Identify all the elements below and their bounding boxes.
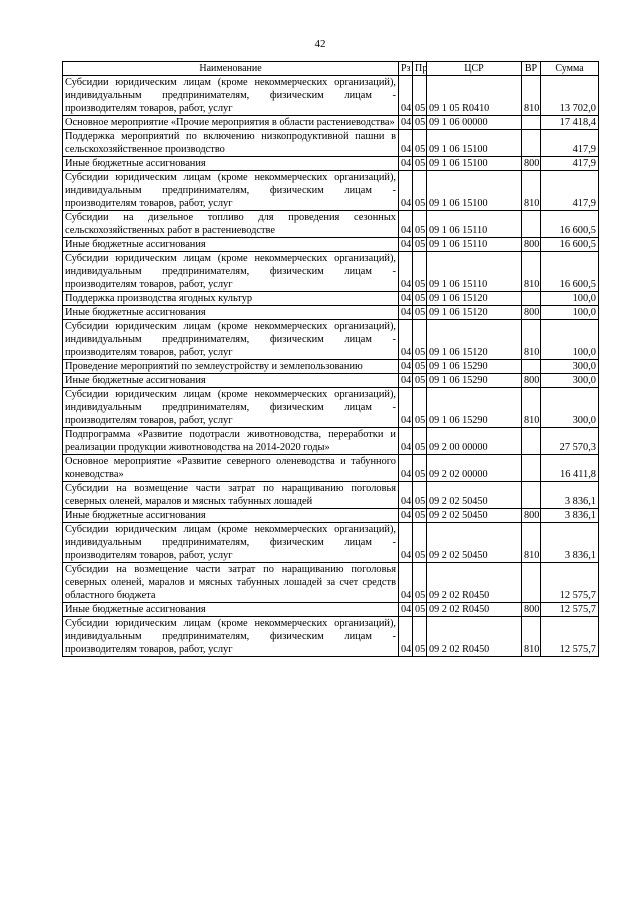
table-row xyxy=(63,320,599,360)
row-name-cell: Субсидии юридическим лицам (кроме некоммерческих организаций), индивидуальным предпринимателям, физическим лицам - производителям товаров, работ, услуг xyxy=(63,76,399,116)
row-sum-cell: 16 600,5 xyxy=(541,211,599,238)
row-pr-cell: 05 xyxy=(413,116,427,130)
row-rz-cell: 04 xyxy=(399,238,413,252)
table-body xyxy=(63,76,599,657)
header-csr: ЦСР xyxy=(427,62,522,76)
row-vr-cell xyxy=(522,360,541,374)
row-pr-cell: 05 xyxy=(413,360,427,374)
row-vr-cell: 800 xyxy=(522,238,541,252)
row-pr-cell: 05 xyxy=(413,388,427,428)
row-sum-cell: 3 836,1 xyxy=(541,509,599,523)
row-name-cell: Подпрограмма «Развитие подотрасли животноводства, переработки и реализации продукции животноводства на 2014-2020 годы» xyxy=(63,428,399,455)
row-sum-cell: 417,9 xyxy=(541,130,599,157)
row-name-cell: Субсидии юридическим лицам (кроме некоммерческих организаций), индивидуальным предпринимателям, физическим лицам - производителям товаров, работ, услуг xyxy=(63,252,399,292)
row-rz-cell: 04 xyxy=(399,76,413,116)
row-csr-cell: 09 2 02 50450 xyxy=(427,482,522,509)
row-csr-cell: 09 1 06 15100 xyxy=(427,130,522,157)
table-row xyxy=(63,360,599,374)
table-row xyxy=(63,171,599,211)
row-pr-cell: 05 xyxy=(413,563,427,603)
row-rz-cell: 04 xyxy=(399,320,413,360)
row-vr-cell xyxy=(522,563,541,603)
table-row xyxy=(63,563,599,603)
row-vr-cell xyxy=(522,428,541,455)
row-name-cell: Субсидии на дизельное топливо для проведения сезонных сельскохозяйственных работ в растениеводстве xyxy=(63,211,399,238)
row-sum-cell: 300,0 xyxy=(541,388,599,428)
row-rz-cell: 04 xyxy=(399,116,413,130)
table-row xyxy=(63,482,599,509)
row-sum-cell: 3 836,1 xyxy=(541,523,599,563)
row-name-cell: Основное мероприятие «Прочие мероприятия в области растениеводства» xyxy=(63,116,399,130)
table-row xyxy=(63,388,599,428)
row-vr-cell xyxy=(522,130,541,157)
row-sum-cell: 417,9 xyxy=(541,157,599,171)
table-row xyxy=(63,157,599,171)
row-sum-cell: 100,0 xyxy=(541,306,599,320)
row-name-cell: Субсидии юридическим лицам (кроме некоммерческих организаций), индивидуальным предпринимателям, физическим лицам - производителям товаров, работ, услуг xyxy=(63,171,399,211)
table-row xyxy=(63,523,599,563)
row-sum-cell: 300,0 xyxy=(541,374,599,388)
row-sum-cell: 16 600,5 xyxy=(541,238,599,252)
row-csr-cell: 09 2 02 50450 xyxy=(427,523,522,563)
row-pr-cell: 05 xyxy=(413,306,427,320)
row-rz-cell: 04 xyxy=(399,292,413,306)
row-rz-cell: 04 xyxy=(399,482,413,509)
row-sum-cell: 100,0 xyxy=(541,292,599,306)
table-row xyxy=(63,374,599,388)
row-pr-cell: 05 xyxy=(413,428,427,455)
row-vr-cell xyxy=(522,292,541,306)
row-pr-cell: 05 xyxy=(413,76,427,116)
row-csr-cell: 09 1 06 00000 xyxy=(427,116,522,130)
row-vr-cell: 800 xyxy=(522,374,541,388)
table-row xyxy=(63,238,599,252)
table-row xyxy=(63,617,599,657)
row-sum-cell: 12 575,7 xyxy=(541,603,599,617)
row-rz-cell: 04 xyxy=(399,157,413,171)
row-rz-cell: 04 xyxy=(399,171,413,211)
row-name-cell: Субсидии юридическим лицам (кроме некоммерческих организаций), индивидуальным предпринимателям, физическим лицам - производителям товаров, работ, услуг xyxy=(63,320,399,360)
row-sum-cell: 27 570,3 xyxy=(541,428,599,455)
row-name-cell: Субсидии юридическим лицам (кроме некоммерческих организаций), индивидуальным предпринимателям, физическим лицам - производителям товаров, работ, услуг xyxy=(63,388,399,428)
row-vr-cell xyxy=(522,211,541,238)
row-pr-cell: 05 xyxy=(413,482,427,509)
row-rz-cell: 04 xyxy=(399,428,413,455)
row-name-cell: Иные бюджетные ассигнования xyxy=(63,374,399,388)
row-sum-cell: 12 575,7 xyxy=(541,617,599,657)
table-row xyxy=(63,292,599,306)
row-pr-cell: 05 xyxy=(413,509,427,523)
row-pr-cell: 05 xyxy=(413,292,427,306)
row-sum-cell: 300,0 xyxy=(541,360,599,374)
row-sum-cell: 17 418,4 xyxy=(541,116,599,130)
row-vr-cell xyxy=(522,455,541,482)
row-name-cell: Субсидии юридическим лицам (кроме некоммерческих организаций), индивидуальным предпринимателям, физическим лицам - производителям товаров, работ, услуг xyxy=(63,617,399,657)
row-vr-cell: 800 xyxy=(522,603,541,617)
row-pr-cell: 05 xyxy=(413,252,427,292)
row-rz-cell: 04 xyxy=(399,211,413,238)
row-vr-cell: 810 xyxy=(522,171,541,211)
row-vr-cell: 810 xyxy=(522,320,541,360)
row-rz-cell: 04 xyxy=(399,252,413,292)
row-csr-cell: 09 2 00 00000 xyxy=(427,428,522,455)
header-name: Наименование xyxy=(63,62,399,76)
row-rz-cell: 04 xyxy=(399,617,413,657)
row-rz-cell: 04 xyxy=(399,388,413,428)
row-pr-cell: 05 xyxy=(413,523,427,563)
row-csr-cell: 09 1 06 15110 xyxy=(427,238,522,252)
row-sum-cell: 417,9 xyxy=(541,171,599,211)
row-name-cell: Субсидии юридическим лицам (кроме некоммерческих организаций), индивидуальным предпринимателям, физическим лицам - производителям товаров, работ, услуг xyxy=(63,523,399,563)
row-csr-cell: 09 1 06 15120 xyxy=(427,292,522,306)
row-rz-cell: 04 xyxy=(399,523,413,563)
row-vr-cell: 810 xyxy=(522,523,541,563)
row-name-cell: Основное мероприятие «Развитие северного оленеводства и табунного коневодства» xyxy=(63,455,399,482)
row-csr-cell: 09 2 02 R0450 xyxy=(427,617,522,657)
row-name-cell: Иные бюджетные ассигнования xyxy=(63,603,399,617)
table-row xyxy=(63,603,599,617)
row-csr-cell: 09 2 02 R0450 xyxy=(427,603,522,617)
row-sum-cell: 3 836,1 xyxy=(541,482,599,509)
row-rz-cell: 04 xyxy=(399,360,413,374)
row-pr-cell: 05 xyxy=(413,374,427,388)
row-csr-cell: 09 1 06 15120 xyxy=(427,320,522,360)
row-vr-cell xyxy=(522,482,541,509)
table-row xyxy=(63,306,599,320)
row-pr-cell: 05 xyxy=(413,238,427,252)
header-rz: Рз xyxy=(399,62,413,76)
row-pr-cell: 05 xyxy=(413,157,427,171)
row-csr-cell: 09 1 06 15100 xyxy=(427,157,522,171)
row-rz-cell: 04 xyxy=(399,455,413,482)
row-name-cell: Иные бюджетные ассигнования xyxy=(63,157,399,171)
row-name-cell: Поддержка мероприятий по включению низкопродуктивной пашни в сельскохозяйственное производство xyxy=(63,130,399,157)
row-csr-cell: 09 2 02 00000 xyxy=(427,455,522,482)
row-csr-cell: 09 1 06 15100 xyxy=(427,171,522,211)
header-sum: Сумма xyxy=(541,62,599,76)
table-row xyxy=(63,116,599,130)
row-vr-cell: 800 xyxy=(522,509,541,523)
budget-table xyxy=(62,61,599,657)
row-pr-cell: 05 xyxy=(413,455,427,482)
row-sum-cell: 13 702,0 xyxy=(541,76,599,116)
row-csr-cell: 09 2 02 50450 xyxy=(427,509,522,523)
row-vr-cell: 800 xyxy=(522,306,541,320)
row-vr-cell: 810 xyxy=(522,617,541,657)
table-row xyxy=(63,76,599,116)
row-pr-cell: 05 xyxy=(413,603,427,617)
row-rz-cell: 04 xyxy=(399,374,413,388)
row-pr-cell: 05 xyxy=(413,171,427,211)
row-name-cell: Субсидии на возмещение части затрат по наращиванию поголовья северных оленей, маралов и мясных табунных лошадей xyxy=(63,482,399,509)
table-header-row xyxy=(63,62,599,76)
row-csr-cell: 09 1 06 15290 xyxy=(427,388,522,428)
row-csr-cell: 09 1 05 R0410 xyxy=(427,76,522,116)
row-pr-cell: 05 xyxy=(413,130,427,157)
row-rz-cell: 04 xyxy=(399,306,413,320)
row-name-cell: Субсидии на возмещение части затрат по наращиванию поголовья северных оленей, маралов и мясных табунных лошадей за счет средств областного бюджета xyxy=(63,563,399,603)
row-vr-cell xyxy=(522,116,541,130)
row-vr-cell: 810 xyxy=(522,252,541,292)
row-sum-cell: 16 411,8 xyxy=(541,455,599,482)
row-pr-cell: 05 xyxy=(413,211,427,238)
row-sum-cell: 16 600,5 xyxy=(541,252,599,292)
table-row xyxy=(63,455,599,482)
row-csr-cell: 09 1 06 15290 xyxy=(427,360,522,374)
row-vr-cell: 800 xyxy=(522,157,541,171)
table-row xyxy=(63,252,599,292)
row-csr-cell: 09 1 06 15110 xyxy=(427,211,522,238)
row-name-cell: Иные бюджетные ассигнования xyxy=(63,306,399,320)
header-vr: ВР xyxy=(522,62,541,76)
row-name-cell: Проведение мероприятий по землеустройству и землепользованию xyxy=(63,360,399,374)
page-number: 42 xyxy=(314,38,326,50)
row-sum-cell: 100,0 xyxy=(541,320,599,360)
table-row xyxy=(63,211,599,238)
row-pr-cell: 05 xyxy=(413,617,427,657)
table-row xyxy=(63,428,599,455)
row-name-cell: Иные бюджетные ассигнования xyxy=(63,509,399,523)
table-row xyxy=(63,130,599,157)
row-csr-cell: 09 2 02 R0450 xyxy=(427,563,522,603)
row-rz-cell: 04 xyxy=(399,603,413,617)
row-name-cell: Иные бюджетные ассигнования xyxy=(63,238,399,252)
row-rz-cell: 04 xyxy=(399,130,413,157)
row-csr-cell: 09 1 06 15290 xyxy=(427,374,522,388)
row-csr-cell: 09 1 06 15110 xyxy=(427,252,522,292)
row-rz-cell: 04 xyxy=(399,509,413,523)
row-vr-cell: 810 xyxy=(522,76,541,116)
header-pr: Пр xyxy=(413,62,427,76)
row-rz-cell: 04 xyxy=(399,563,413,603)
table-row xyxy=(63,509,599,523)
row-name-cell: Поддержка производства ягодных культур xyxy=(63,292,399,306)
row-pr-cell: 05 xyxy=(413,320,427,360)
row-sum-cell: 12 575,7 xyxy=(541,563,599,603)
row-csr-cell: 09 1 06 15120 xyxy=(427,306,522,320)
row-vr-cell: 810 xyxy=(522,388,541,428)
